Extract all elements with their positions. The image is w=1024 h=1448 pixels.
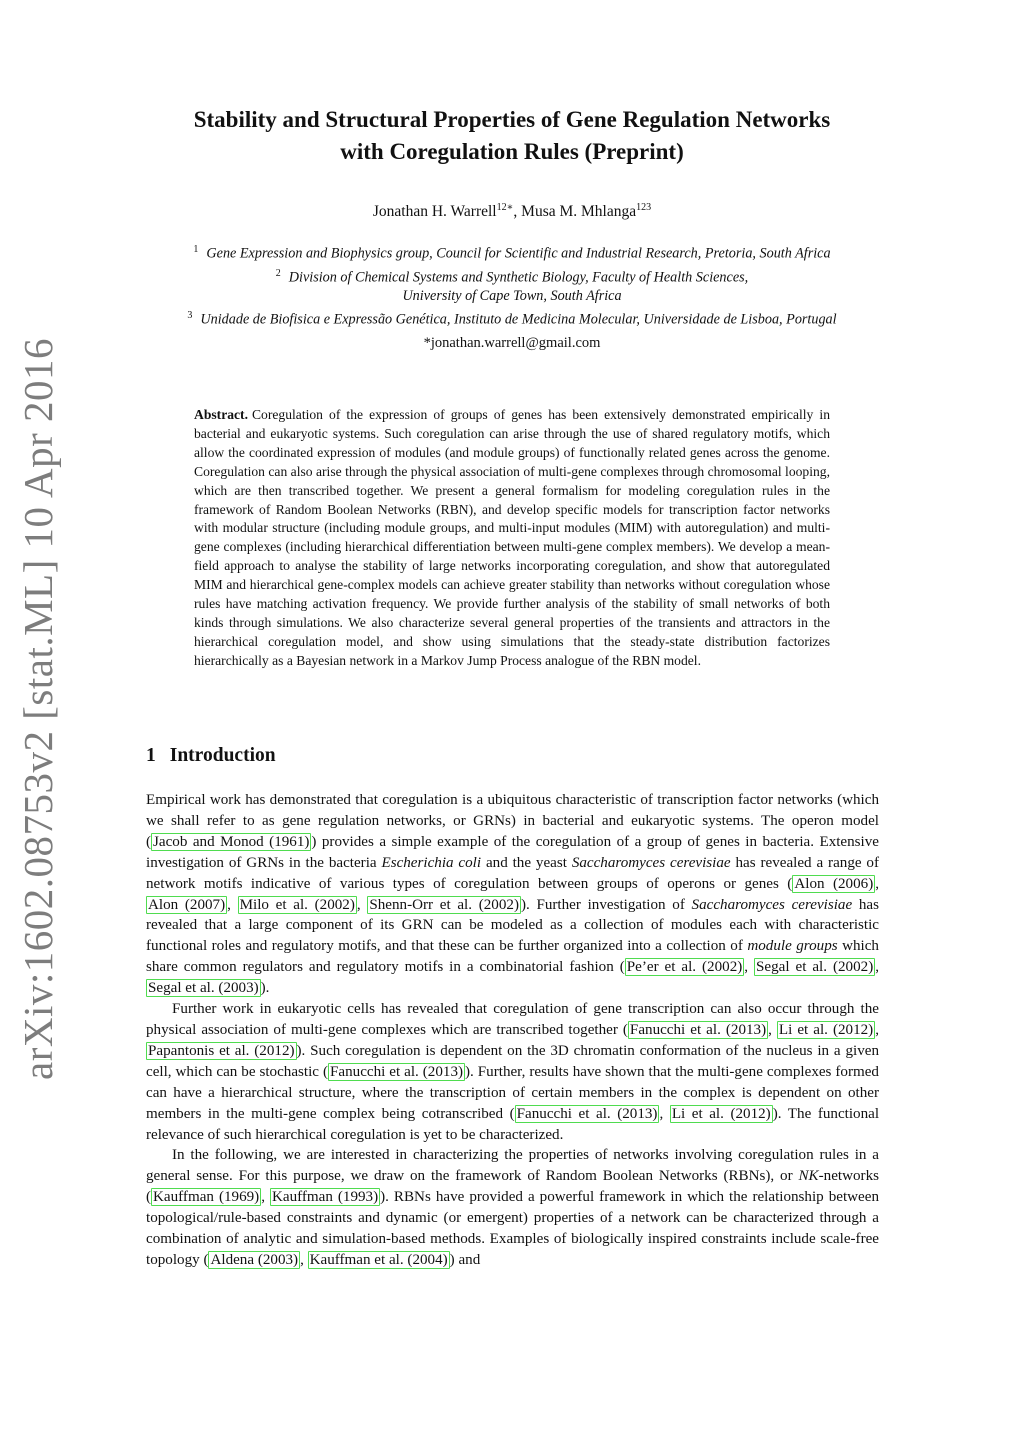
affiliation-number: 3 (187, 310, 193, 322)
citation-link[interactable]: Li et al. (2012) (671, 1105, 771, 1122)
section-number: 1 (146, 745, 156, 766)
citation-separator: , (768, 1021, 777, 1038)
emphasis: NK (798, 1168, 819, 1185)
citation-link[interactable]: Milo et al. (2002) (239, 896, 355, 913)
text-run: which share common regulators and regulatory motifs in a combinatorial fashion ( (146, 938, 879, 976)
section-title: Introduction (169, 745, 276, 766)
species-name: Saccharomyces cerevisiae (691, 896, 853, 913)
text-run: In the following, we are interested in characterizing the properties of networks involving coregulation rules in a general sense. For this purpose, we draw on the framework of Random Boolean Networks (RBNs), or (146, 1147, 879, 1185)
abstract (194, 406, 830, 671)
citation-link[interactable]: Pe’er et al. (2002) (626, 959, 743, 976)
author-name: Musa M. Mhlanga (521, 203, 637, 221)
text-run: has revealed a range of network motifs indicative of various types of coregulation between groups of operons or genes ( (146, 854, 880, 892)
citation-link[interactable]: Kauffman (1993) (271, 1189, 379, 1206)
citation-link[interactable]: Papantonis et al. (2012) (148, 1042, 295, 1059)
paragraph (146, 999, 879, 1145)
citation-separator: , (300, 1251, 308, 1268)
text-run: -networks ( (146, 1168, 879, 1206)
species-name: Escherichia coli (381, 854, 482, 871)
citation-link[interactable]: Li et al. (2012) (778, 1021, 874, 1038)
author-name: Jonathan H. Warrell (372, 203, 497, 221)
citation-link[interactable]: Fanucchi et al. (2013) (516, 1105, 658, 1122)
author-list (100, 202, 924, 221)
citation-separator: , (227, 896, 238, 913)
title-line-2: with Coregulation Rules (Preprint) (340, 139, 684, 164)
citation-link[interactable]: Alon (2006) (794, 875, 874, 892)
text-run: ). Further, results have shown that the multi-gene complexes formed can have a hierarchical structure, where the transcription of certain members in the complex is dependent on other members in the multi-gene complex being cotranscribed ( (146, 1063, 879, 1122)
citation-link[interactable]: Fanucchi et al. (2013) (629, 1021, 767, 1038)
text-run: Empirical work has demonstrated that coregulation is a ubiquitous characteristic of transcription factor networks (which we shall refer to as gene regulation networks, or GRNs) in bacterial and eukaryotic systems. The operon model ( (146, 792, 879, 850)
citation-link[interactable]: Alon (2007) (148, 896, 226, 913)
section-heading (146, 745, 276, 767)
citation-link[interactable]: Kauffman (1969) (153, 1189, 260, 1206)
citation-separator: , (875, 875, 879, 892)
affiliation-text: Gene Expression and Biophysics group, Council for Scientific and Industrial Research, Pretoria, South Africa (206, 245, 831, 262)
title-line-1: Stability and Structural Properties of Gene Regulation Networks (193, 107, 831, 132)
citation-link[interactable]: Shenn-Orr et al. (2002) (369, 896, 519, 913)
citation-link[interactable]: Kauffman et al. (2004) (309, 1251, 448, 1268)
author-affil-marks: 123 (636, 202, 652, 213)
emphasis: module groups (747, 938, 838, 955)
text-run: ). Further investigation of (520, 896, 692, 913)
text-run: ). (260, 980, 270, 997)
affiliation-line (100, 264, 924, 288)
text-run: ) and (449, 1251, 481, 1268)
arxiv-stamp: arXiv:1602.08753v2 [stat.ML] 10 Apr 2016 (15, 338, 61, 1080)
text-run: ). The functional relevance of such hierarchical coregulation is yet to be characterized. (146, 1105, 880, 1143)
affiliations (100, 240, 924, 330)
citation-link[interactable]: Fanucchi et al. (2013) (330, 1063, 464, 1080)
text-run: Further work in eukaryotic cells has revealed that coregulation of gene transcription can also occur through the physical association of multi-gene complexes which are transcribed together ( (146, 1001, 879, 1038)
affiliation-number: 2 (275, 267, 281, 279)
citation-separator: , (744, 959, 755, 976)
affiliation-text: Unidade de Biofisica e Expressão Genética, Instituto de Medicina Molecular, Universidade de Lisboa, Portugal (200, 312, 837, 329)
citation-link[interactable]: Segal et al. (2003) (148, 980, 259, 997)
affiliation-line (100, 240, 924, 264)
paragraph (146, 790, 879, 999)
text-run: has revealed that a large component of its GRN can be modeled as a collection of modules each with characteristic functional roles and regulatory motifs, and that these can be further organized into a collection of (146, 896, 880, 955)
citation-link[interactable]: Segal et al. (2002) (756, 959, 874, 976)
text-run: ) provides a simple example of the coregulation of a group of genes in bacteria. Extensive investigation of GRNs in the bacteria (146, 833, 879, 871)
affiliation-line (100, 306, 924, 330)
author-separator: , (513, 203, 522, 221)
abstract-text: Coregulation of the expression of groups of genes has been extensively demonstrated empirically in bacterial and eukaryotic systems. Such coregulation can arise through the use of shared regulatory motifs, which allow the coordinated expression of modules (and module groups) of functionally related genes across the genome. Coregulation can also arise through the physical association of multi-gene complexes through chromosomal looping, which are then transcribed together. We present a general formalism for modeling coregulation rules in the framework of Random Boolean Networks (RBN), and develop specific models for transcription factor networks with modular structure (including module groups, and multi-input modules (MIM) with autoregulation) and multi-gene complexes (including hierarchical differentiation between multi-gene complex members). We develop a mean-field approach to analyse the stability of large networks incorporating coregulation, and show that autoregulated MIM and hierarchical gene-complex models can achieve greater stability than networks without coregulation whose rules have matching activation frequency. We provide further analysis of the stability of small networks of both kinds through simulations. We also characterize several general properties of the transients and attractors in the hierarchical coregulation model, and show using simulations that the steady-state distribution factorizes hierarchically as a Bayesian network in a Markov Jump Process analogue of the RBN model. (194, 407, 830, 668)
citation-link[interactable]: Jacob and Monod (1961) (153, 833, 310, 850)
citation-separator: , (875, 1021, 879, 1038)
text-run: and the yeast (481, 854, 572, 871)
affiliation-line (100, 287, 924, 306)
affiliation-text: University of Cape Town, South Africa (402, 288, 622, 305)
affiliation-text: Division of Chemical Systems and Synthetic Biology, Faculty of Health Sciences, (288, 269, 749, 286)
citation-link[interactable]: Aldena (2003) (210, 1251, 299, 1268)
citation-separator: , (261, 1189, 270, 1206)
paragraph (146, 1145, 879, 1270)
affiliation-number: 1 (193, 244, 199, 255)
paper-title (100, 104, 924, 168)
text-run: ). RBNs have provided a powerful framework in which the relationship between topological/rule-based constraints and dynamic (or emergent) properties of a network can be characterized through a combination of analytic and simulation-based methods. Examples of biologically inspired constraints include scale-free topology ( (146, 1189, 879, 1268)
citation-separator: , (875, 959, 880, 976)
species-name: Saccharomyces cerevisiae (571, 854, 731, 871)
citation-separator: , (659, 1105, 670, 1122)
text-run: ). Such coregulation is dependent on the 3D chromatin conformation of the nucleus in a given cell, which can be stochastic ( (146, 1042, 879, 1080)
citation-separator: , (356, 896, 368, 913)
author-affil-marks: 12∗ (496, 202, 514, 213)
body-text (146, 790, 879, 1271)
contact-email: *jonathan.warrell@gmail.com (423, 335, 601, 351)
abstract-label: Abstract. (194, 407, 248, 422)
